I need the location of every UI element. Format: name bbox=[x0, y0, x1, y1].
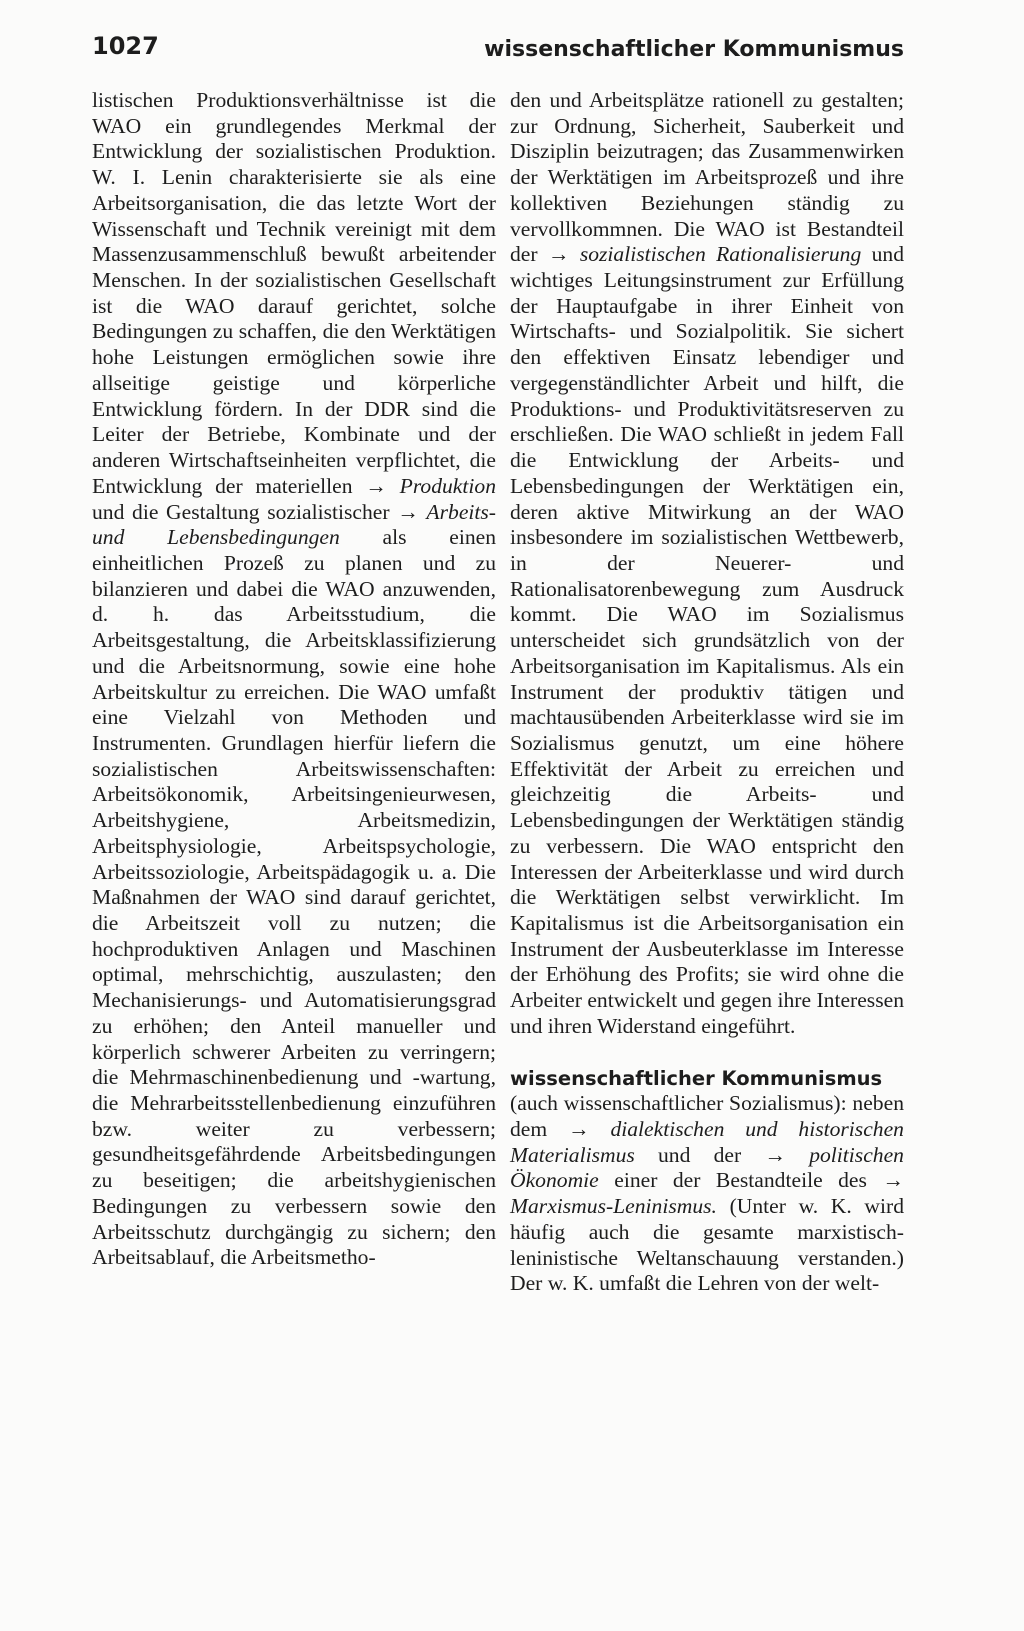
text-segment: (auch wissenschaftlicher Sozialismus): neben dem bbox=[510, 1091, 904, 1142]
reference-arrow-icon: → bbox=[882, 1168, 904, 1193]
reference-arrow-icon: → bbox=[365, 473, 387, 498]
text-segment: als einen einheitlichen Prozeß zu planen und zu bilanzieren und dabei die WAO anzuwenden, d. h. das Arbeitsstudium, die Arbeitsgestaltung, die Arbeitsklassifizierung und die Arbeitsnormung, sowie eine hohe Arbeitskultur zu erreichen. Die WAO umfaßt eine Vielzahl von Methoden und Instrumenten. Grundlagen hierfür liefern die sozialistischen Arbeitswissenschaften: Arbeitsökonomik, Arbeitsingenieurwesen, Arbeitshygiene, Arbeitsmedizin, Arbeitsphysiologie, Arbeitspsychologie, Arbeitssoziologie, Arbeitspädagogik u. a. Die Maßnahmen der WAO sind darauf gerichtet, die Arbeitszeit voll zu nutzen; die hochproduktiven Anlagen und Maschinen optimal, mehrschichtig, auszulasten; den Mechanisierungs- und Automatisierungsgrad zu erhöhen; den Anteil manueller und körperlich schwerer Arbeiten zu verringern; die Mehrmaschinenbedienung und -wartung, die Mehrarbeitsstellenbedienung einzuführen bzw. weiter zu verbessern; gesundheitsgefährdende Arbeitsbedingungen zu beseitigen; die arbeitshygienischen Bedingungen zu verbessern sowie den Arbeitsschutz durchgängig zu sichern; den Arbeitsablauf, die Arbeitsmetho- bbox=[92, 525, 497, 1270]
cross-reference-produktion[interactable]: Produktion bbox=[399, 473, 496, 498]
text-segment: einer der Bestandteile des bbox=[614, 1168, 867, 1193]
text-segment: und wichtiges Leitungsinstrument zur Erfüllung der Hauptaufgabe in ihrer Einheit von Wirtschafts- und Sozialpolitik. Sie sichert den effektiven Einsatz lebendiger und vergegenständlichter Arbeit und hilft, die Produktions- und Produktivitätsreserven zu erschließen. Die WAO schließt in jedem Fall die Entwicklung der Arbeits- und Lebensbedingungen der Werktätigen ein, deren aktive Mitwirkung an der WAO insbesondere im sozialistischen Wettbewerb, in der Neuerer- und Rationalisatorenbewegung zum Ausdruck kommt. Die WAO im Sozialismus unterscheidet sich grundsätzlich von der Arbeitsorganisation im Kapitalismus. Als ein Instrument der produktiv tätigen und machtausübenden Arbeiterklasse wird sie im Sozialismus genutzt, um eine höhere Effektivität der Arbeit zu erreichen und gleichzeitig die Arbeits- und Lebensbedingungen der Werktätigen ständig zu verbessern. Die WAO entspricht den Interessen der Arbeiterklasse und wird durch die Werktätigen selbst verwirklicht. Im Kapitalismus ist die Arbeitsorganisation ein Instrument der Ausbeuterklasse im Interesse der Erhöhung des Profits; sie wird ohne die Arbeiter entwickelt und gegen ihre Interessen und ihren Widerstand eingeführt. bbox=[510, 242, 904, 1038]
paragraph-wao-continued-2 bbox=[510, 88, 904, 1040]
cross-reference-arbeits-lebensbedingungen[interactable]: Arbeits- und Lebensbedingungen bbox=[92, 499, 496, 550]
reference-arrow-icon: → bbox=[397, 499, 419, 524]
running-head: wissenschaftlicher Kommunismus bbox=[484, 37, 904, 62]
text-segment: (Unter w. K. wird häufig auch die gesamte marxistisch-leninistische Weltanschauung verstanden.) Der w. K. umfaßt die Lehren von der welt- bbox=[510, 1194, 905, 1296]
right-column bbox=[510, 88, 904, 1297]
reference-arrow-icon: → bbox=[764, 1142, 786, 1167]
cross-reference-marxismus-leninismus[interactable]: Marxismus-Leninismus. bbox=[510, 1194, 717, 1219]
text-segment: und der bbox=[657, 1142, 742, 1167]
entry-wissenschaftlicher-kommunismus bbox=[510, 1066, 904, 1297]
cross-reference-sozialistische-rationalisierung[interactable]: sozialistischen Rationalisierung bbox=[579, 242, 862, 267]
entry-headword: wissenschaftlicher Kommunismus bbox=[510, 1066, 883, 1090]
page-number: 1027 bbox=[92, 32, 159, 60]
paragraph-wao-continued bbox=[92, 88, 496, 1271]
reference-arrow-icon: → bbox=[568, 1117, 590, 1142]
left-column bbox=[92, 88, 496, 1271]
reference-arrow-icon: → bbox=[547, 242, 570, 267]
cross-reference-politische-oekonomie[interactable]: politischen Ökonomie bbox=[510, 1142, 904, 1193]
cross-reference-dialektischer-materialismus[interactable]: dialektischen und historischen Materialismus bbox=[510, 1117, 904, 1167]
text-segment: den und Arbeitsplätze rationell zu gestalten; zur Ordnung, Sicherheit, Sauberkeit und Disziplin beizutragen; das Zusammenwirken der Werktätigen im Arbeitsprozeß und ihre kollektiven Beziehungen ständig zu vervollkommnen. Die WAO ist Bestandteil der bbox=[510, 88, 904, 267]
text-segment: und die Gestaltung sozialistischer bbox=[92, 499, 390, 524]
text-segment: listischen Produktionsverhältnisse ist die WAO ein grundlegendes Merkmal der Entwicklung der sozialistischen Produktion. W. I. Lenin charakterisierte sie als eine Arbeitsorganisation, die das letzte Wort der Wissenschaft und Technik vereinigt mit dem Massenzusammenschluß bewußt arbeitender Menschen. In der sozialistischen Gesellschaft ist die WAO darauf gerichtet, solche Bedingungen zu schaffen, die den Werktätigen hohe Leistungen ermöglichen sowie ihre allseitige geistige und körperliche Entwicklung fördern. In der DDR sind die Leiter der Betriebe, Kombinate und der anderen Wirtschaftseinheiten verpflichtet, die Entwicklung der materiellen bbox=[92, 88, 496, 498]
